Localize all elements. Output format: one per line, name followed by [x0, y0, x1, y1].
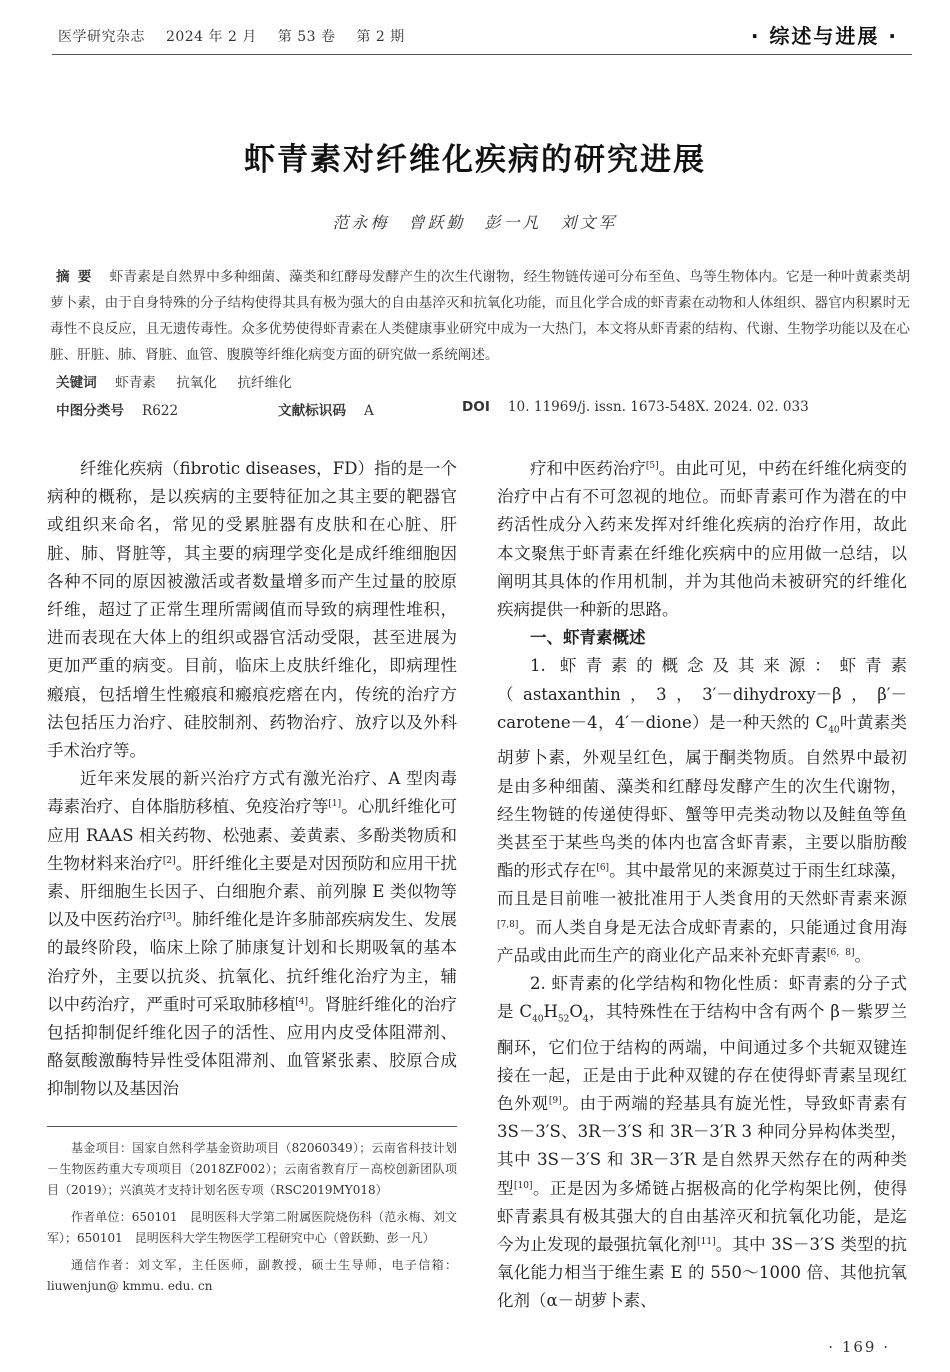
running-header — [58, 24, 910, 50]
body-paragraph: 疗和中医药治疗[5]。由此可见，中药在纤维化病变的治疗中占有不可忽视的地位。而虾青素可作为潜在的中药活性成分入药来发挥对纤维化疾病的治疗作用，故此本文聚焦于虾青素在纤维化疾病中的应用做一总结，以阐明其具体的作用机制，并为其他尚未被研究的纤维化疾病提供一种新的思路。 — [497, 459, 908, 620]
clc-label: 中图分类号 — [56, 403, 124, 419]
clc-value: R622 — [141, 403, 179, 419]
issue-date: 2024 年 2 月 — [165, 29, 257, 45]
citation: [3] — [162, 912, 176, 923]
body-paragraph: 2. 虾青素的化学结构和物化性质：虾青素的分子式是 $C_{40}H_{52}O_4$，其特殊性在于结构中含有两个 β－紫罗兰酮环，它们位于结构的两端，中间通过多个共轭双键连接在一起，正是由于此种双键的存在使得虾青素呈现红色外观[9]。由于两端的羟基具有旋光性，导致虾青素有 3S－3′S、3R－3′S 和 3R－3′R 3 种同分异构体类型，其中 3S－3′S 和 3R－3′R 是自然界天然存在的两种类型[10]。正是因为多烯链占据极高的化学构架比例，使得虾青素具有极其强大的自由基淬灭和抗氧化功能，是迄今为止发现的最强抗氧化剂[11]。其中 3S－3′S 类型的抗氧化能力相当于维生素 E 的 550～1000 倍、其他抗氧化剂（α－胡萝卜素、 — [497, 973, 908, 1311]
body-paragraph: 近年来发展的新兴治疗方式有激光治疗、A 型肉毒毒素治疗、自体脂肪移植、免疫治疗等[1]。心肌纤维化可应用 RAAS 相关药物、松弛素、姜黄素、多酚类物质和生物材料来治疗[2]。肝纤维化主要是对因预防和应用干扰素、肝细胞生长因子、白细胞介素、前列腺 E 类似物等以及中医药治疗[3]。肺纤维化是许多肺部疾病发生、发展的最终阶段，临床上除了肺康复计划和长期吸氧的基本治疗外，主要以抗炎、抗氧化、抗纤维化治疗为主，辅以中药治疗，严重时可采取肺移植[4]。肾脏纤维化的治疗包括抑制促纤维化因子的活性、应用内皮受体阻滞剂、酪氨酸激酶特异性受体阻滞剂、血管紧张素、胶原合成抑制物以及基因治 — [47, 769, 458, 1099]
journal-name: 医学研究杂志 — [58, 29, 145, 45]
body-column-right — [497, 455, 907, 1316]
header-divider — [52, 54, 912, 55]
doi-label: DOI — [462, 399, 490, 415]
citation: [9] — [548, 1096, 562, 1107]
section-heading: 一、虾青素概述 — [530, 628, 646, 648]
keywords-label: 关键词 — [56, 375, 97, 391]
citation: [10] — [514, 1180, 533, 1191]
citation: [7,8] — [497, 919, 519, 930]
citation: [4] — [295, 996, 309, 1007]
citation: [5] — [645, 461, 659, 471]
keyword: 抗氧化 — [176, 375, 217, 391]
affiliation-note: 作者单位：650101 昆明医科大学第二附属医院烧伤科（范永梅、刘文军）；650101 昆明医科大学生物医学工程研究中心（曾跃勤、彭一凡） — [47, 1210, 457, 1245]
body-paragraph: 纤维化疾病（fibrotic diseases，FD）指的是一个病种的概称，是以疾病的主要特征加之其主要的靶器官或组织来命名，常见的受累脏器有皮肤和在心脏、肝脏、肺、肾脏等，其主要的病理学变化是成纤维细胞因各种不同的原因被激活或者数量增多而产生过量的胶原纤维，超过了正常生理所需阈值而导致的病理性堆积，进而表现在大体上的组织或器官活动受限，甚至进展为更加严重的病变。目前，临床上皮肤纤维化，即病理性瘢痕，包括增生性瘢痕和瘢痕疙瘩在内，传统的治疗方法包括压力治疗、硅胶制剂、药物治疗、放疗以及外科手术治疗等。 — [47, 459, 457, 761]
citation: [6] — [596, 863, 610, 874]
abstract — [50, 264, 910, 368]
section-tag: · 综述与进展 · — [750, 24, 898, 48]
author-list: 范永梅 曾跃勤 彭一凡 刘文军 — [332, 213, 618, 232]
page-number: · 169 · — [828, 1338, 890, 1356]
article-title: 虾青素对纤维化疾病的研究进展 — [244, 142, 706, 178]
issue: 第 2 期 — [356, 29, 405, 45]
citation: [11] — [697, 1237, 716, 1248]
citation: [2] — [162, 855, 176, 866]
doc-code-label: 文献标识码 — [278, 403, 346, 419]
keyword: 虾青素 — [115, 375, 156, 391]
citation: [6，8] — [827, 947, 855, 958]
keyword: 抗纤维化 — [237, 375, 292, 391]
corresponding-author-note: 通信作者：刘文军，主任医师，副教授，硕士生导师，电子信箱：liuwenjun@ kmmu. edu. cn — [47, 1258, 457, 1293]
body-paragraph: 1. 虾青素的概念及其来源：虾青素（astaxanthin，3，3′－dihydroxy－β，β′－carotene－4，4′－dione）是一种天然的 $C_{40}$叶黄素类胡萝卜素，外观呈红色，属于酮类物质。自然界中最初是由多种细菌、藻类和红酵母发酵产生的次生代谢物，经生物链的传递使得虾、蟹等甲壳类动物以及鲑鱼等鱼类甚至于某些鸟类的体内也富含虾青素，主要以脂肪酸酯的形式存在[6]。其中最常见的来源莫过于雨生红球藻，而且是目前唯一被批准用于人类食用的天然虾青素来源[7,8]。而人类自身是无法合成虾青素的，只能通过食用海产品或由此而生产的商业化产品来补充虾青素[6，8]。 — [497, 656, 908, 965]
funding-note: 基金项目：国家自然科学基金资助项目（82060349）；云南省科技计划－生物医药重大专项项目（2018ZF002）；云南省教育厅－高校创新团队项目（2019）；兴滇英才支持计划名医专项（RSC2019MY018） — [47, 1141, 457, 1197]
doi-value: 10. 11969/j. issn. 1673-548X. 2024. 02. 033 — [507, 399, 809, 415]
abstract-label: 摘要 — [56, 269, 100, 285]
keywords — [56, 371, 308, 391]
journal-info — [58, 26, 421, 46]
citation: [1] — [328, 799, 342, 810]
footnotes — [47, 1138, 457, 1303]
doc-code-value: A — [363, 403, 374, 419]
volume: 第 53 卷 — [277, 29, 336, 45]
footnote-divider — [47, 1126, 457, 1127]
abstract-text: 虾青素是自然界中多种细菌、藻类和红酵母发酵产生的次生代谢物，经生物链传递可分布至鱼、鸟等生物体内。它是一种叶黄素类胡萝卜素，由于自身特殊的分子结构使得其具有极为强大的自由基淬灭和抗氧化功能，而且化学合成的虾青素在动物和人体组织、器官内积累时无毒性不良反应，且无遗传毒性。众多优势使得虾青素在人类健康事业研究中成为一大热门，本文将从虾青素的结构、代谢、生物学功能以及在心脏、肝脏、肺、肾脏、血管、腹膜等纤维化病变方面的研究做一系统阐述。 — [50, 269, 910, 363]
body-column-left — [47, 455, 457, 1104]
